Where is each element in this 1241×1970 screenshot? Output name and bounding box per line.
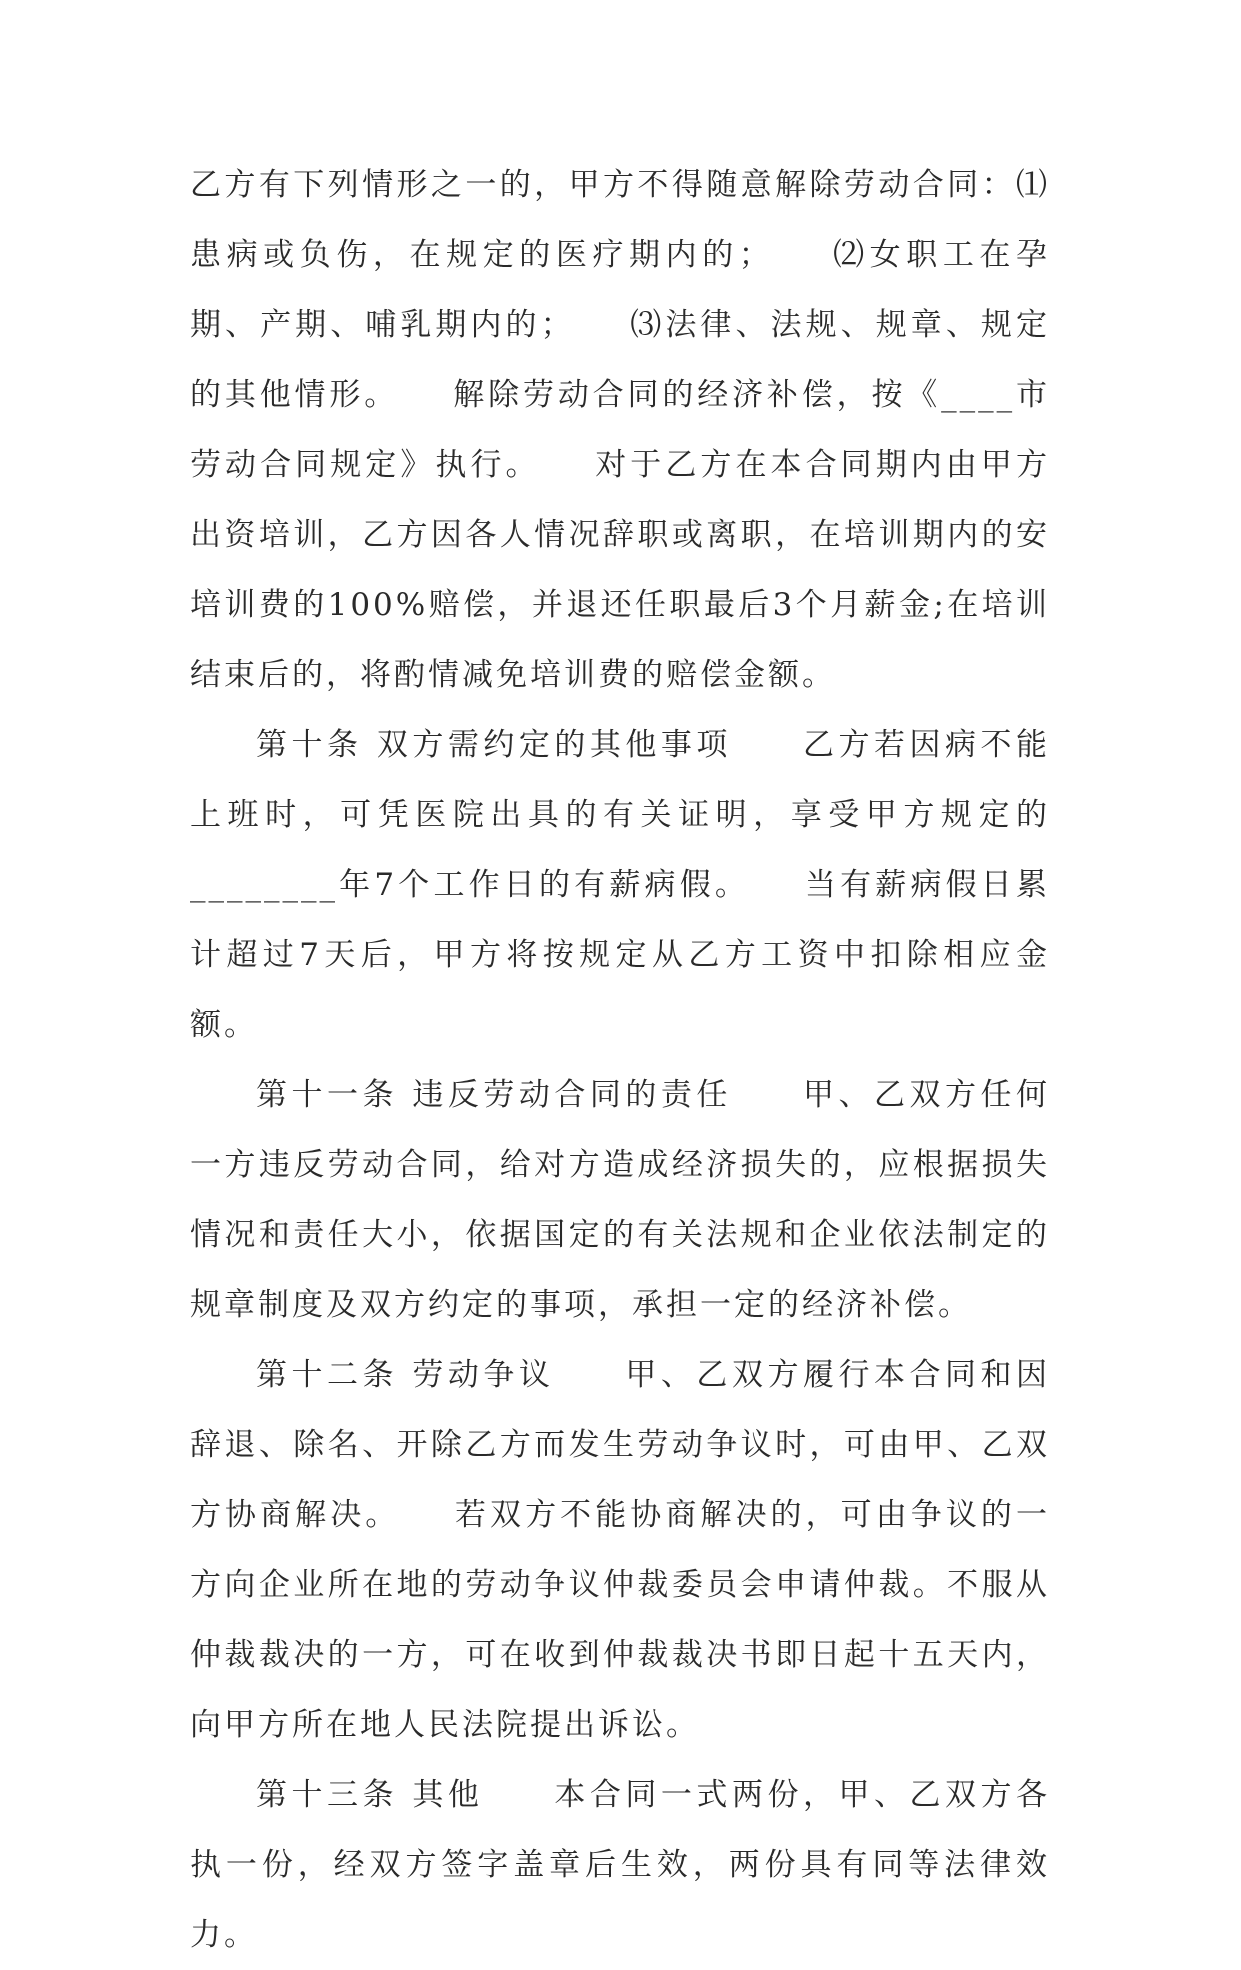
paragraph-article-10: 第十条 双方需约定的其他事项 乙方若因病不能上班时，可凭医院出具的有关证明，享受甲方规定的________年7个工作日的有薪病假。 当有薪病假日累计超过7天后，甲方将按规定从乙方工资中扣除相应金额。 (190, 727, 1050, 1043)
paragraph-termination-conditions: 乙方有下列情形之一的，甲方不得随意解除劳动合同：⑴患病或负伤，在规定的医疗期内的； ⑵女职工在孕期、产期、哺乳期内的； ⑶法律、法规、规章、规定的其他情形。 解除劳动合同的经济补偿，按《____市劳动合同规定》执行。 对于乙方在本合同期内由甲方出资培训，乙方因各人情况辞职或离职，在培训期内的安培训费的100%赔偿，并退还任职最后3个月薪金;在培训结束后的，将酌情减免培训费的赔偿金额。 (190, 167, 1050, 693)
document-page (190, 150, 1050, 1970)
paragraph-article-13: 第十三条 其他 本合同一式两份，甲、乙双方各执一份，经双方签字盖章后生效，两份具有同等法律效力。 (190, 1777, 1050, 1953)
paragraph-article-12: 第十二条 劳动争议 甲、乙双方履行本合同和因辞退、除名、开除乙方而发生劳动争议时，可由甲、乙双方协商解决。 若双方不能协商解决的，可由争议的一方向企业所在地的劳动争议仲裁委员会申请仲裁。不服从仲裁裁决的一方，可在收到仲裁裁决书即日起十五天内，向甲方所在地人民法院提出诉讼。 (190, 1357, 1050, 1743)
paragraph-article-11: 第十一条 违反劳动合同的责任 甲、乙双方任何一方违反劳动合同，给对方造成经济损失的，应根据损失情况和责任大小，依据国定的有关法规和企业依法制定的规章制度及双方约定的事项，承担一定的经济补偿。 (190, 1077, 1050, 1323)
